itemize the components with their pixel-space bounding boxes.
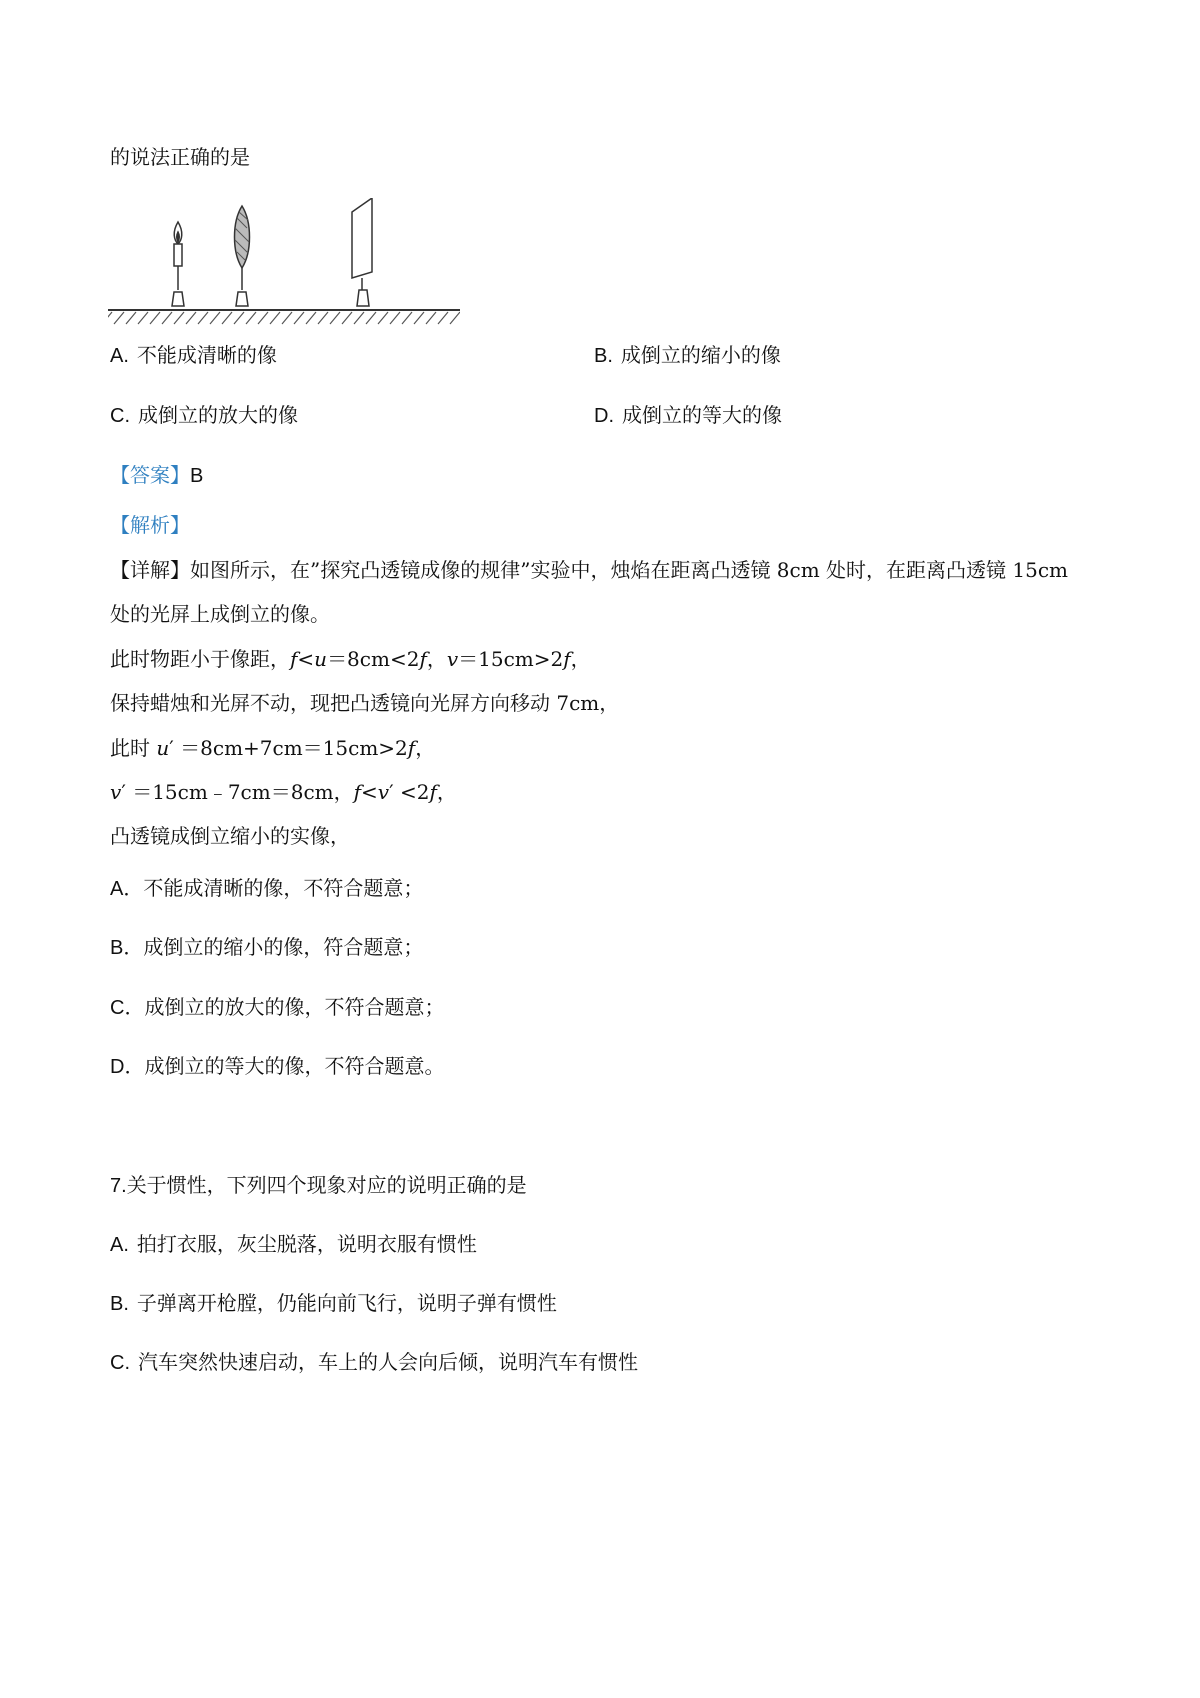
- detail-label: 【详解】: [110, 558, 190, 582]
- detail-line-8: 凸透镜成倒立缩小的实像，: [110, 824, 350, 848]
- option-a[interactable]: A. 不能成清晰的像: [110, 343, 277, 367]
- candle: [172, 222, 184, 306]
- q7-option-b[interactable]: B. 子弹离开枪膛，仍能向前飞行，说明子弹有惯性: [110, 1291, 557, 1315]
- light-screen: [352, 198, 372, 306]
- bench-hatching: [108, 312, 460, 324]
- judgement-b: B．成倒立的缩小的像，符合题意；: [110, 935, 424, 959]
- option-d[interactable]: D. 成倒立的等大的像: [594, 403, 782, 427]
- lens-experiment-figure: [108, 198, 460, 328]
- question-7-stem: 7.关于惯性，下列四个现象对应的说明正确的是: [110, 1173, 527, 1197]
- convex-lens: [235, 206, 250, 306]
- detail-line-5: 保持蜡烛和光屏不动，现把凸透镜向光屏方向移动 7cm，: [110, 691, 620, 715]
- q7-option-a[interactable]: A. 拍打衣服，灰尘脱落，说明衣服有惯性: [110, 1232, 477, 1256]
- question-number: 7.: [110, 1175, 127, 1197]
- answer-label: 【答案】: [110, 463, 190, 487]
- option-b[interactable]: B. 成倒立的缩小的像: [594, 343, 781, 367]
- analysis-label: 【解析】: [110, 513, 190, 537]
- formula-line-3: v′ ＝15cm﹣7cm＝8cm，f<v′ <2f，: [110, 780, 457, 804]
- judgement-a: A．不能成清晰的像，不符合题意；: [110, 876, 424, 900]
- formula-line-2: 此时 u′ ＝8cm+7cm＝15cm>2f，: [110, 736, 436, 760]
- q7-option-c[interactable]: C. 汽车突然快速启动，车上的人会向后倾，说明汽车有惯性: [110, 1350, 638, 1374]
- detail-line-1: 【详解】如图所示，在”探究凸透镜成像的规律”实验中，烛焰在距离凸透镜 8cm 处时，在距离凸透镜 15cm: [110, 558, 1069, 582]
- judgement-d: D．成倒立的等大的像，不符合题意。: [110, 1054, 445, 1078]
- formula-line-1: 此时物距小于像距，f<u＝8cm<2f，v＝15cm>2f，: [110, 647, 591, 671]
- judgement-c: C．成倒立的放大的像，不符合题意；: [110, 995, 445, 1019]
- question-stem: 的说法正确的是: [110, 145, 250, 169]
- option-c[interactable]: C. 成倒立的放大的像: [110, 403, 298, 427]
- answer-line: [110, 461, 203, 490]
- detail-line-2: 处的光屏上成倒立的像。: [110, 602, 330, 626]
- answer-value: B: [190, 465, 204, 487]
